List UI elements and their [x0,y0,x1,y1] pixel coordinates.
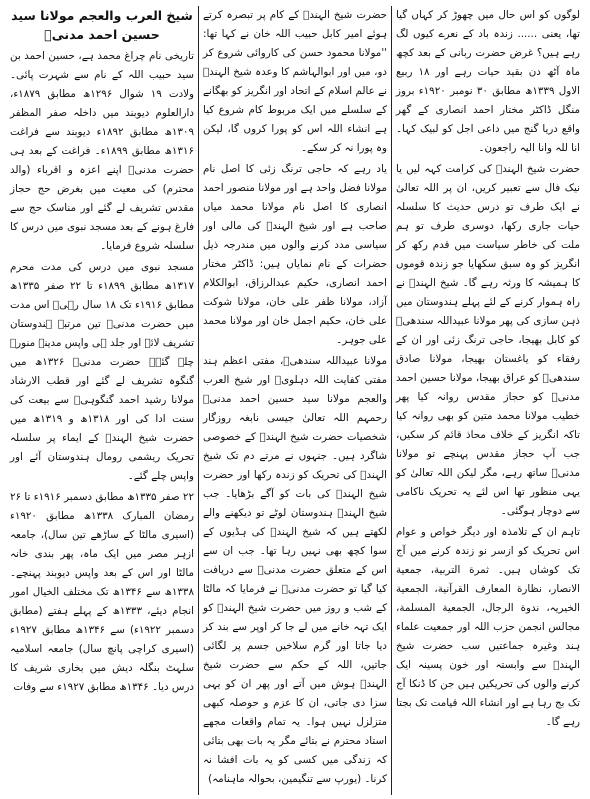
right-paragraph-2: حضرت شیخ الہندؒ کی کرامت کہہ لیں یا نیک فال سے تعبیر کریں، ان پر اللہ تعالیٰ نے ایک طرف تو درس حدیث کا سلسلہ حیات جاری رکھا، دوسری طرف تو ہم ملت کی خاطر سیاست میں قدم رکھ کر انگریز کو وہ سبق سکھایا جو زندہ قوموں کا ہمیشہ کا ورثہ رہے گا۔ شیخ الہندؒ نے راہ ہموار کرنے کے لئے پہلے ہندوستان میں ذہن سازی کی پھر مولانا عبیداللہ سندھیؒ کو کابل بھیجا، حاجی ترنگ زئی اور ان کے رفقاء کو یاغستان بھیجا، مولانا صادق سندھیؒ کو عراق بھیجا، مولانا حسین احمد مدنیؒ کو حجاز مقدس روانہ کیا پھر خطیب مولانا محمد متین کو بھی روانہ کیا تاکہ انگریز کے خلاف محاذ قائم کر سکیں، جب آپ حجاز مقدس پہنچے تو مولانا مدنیؒ ساتھ رہے، مگر لیکن اللہ تعالیٰ کو یہی منظور تھا اس لئے یہ تحریک ناکامی سے دوچار ہوگئی۔ [396,163,580,517]
section-heading: شیخ العرب والعجم مولانا سید حسین احمد مدنیؒ [11,8,193,42]
column-divider-left [198,6,199,795]
column-divider-right [391,6,392,795]
right-paragraph-3: تاہم ان کے تلامذہ اور دیگر خواص و عوام اس تحریک کو ازسر نو زندہ کرنے میں آج تک کوشاں ہیں۔ ثمرة التربیة، جمعیة الانصار، نظارة المعارف القرآنیة، الجمعیة الخیریہ، ندوة الرجال، الجمعیة المسلمة، مجالس انجمن حزب اللہ اور جمعیت علماء ہند وغیرہ جماعتیں سب حضرت شیخ الہندؒ سے وابستہ اور خون پسینہ ایک کرنے والوں کی تحریکیں ہیں جن کا ڈنکا آج تک بج رہا ہے اور انشاء اللہ قیامت تک بجتا رہے گا۔ [396,526,580,728]
left-paragraph-1: تاریخی نام چراغ محمد ہے، حسین احمد بن سید حبیب اللہ کے نام سے شہرت پائی۔ ولادت ۱۹ شوال ۱۲۹۶ھ مطابق ۱۸۷۹ء، دارالعلوم دیوبند میں داخلہ صفر المظفر ۱۳۰۹ھ مطابق ۱۸۹۲ء دیوبند سے فراغت ۱۳۱۶ھ مطابق ۱۸۹۹ء۔ فراغت کے بعد ہی حضرت مدنیؒ اپنے اعزہ و اقرباء (والد محترم) کی معیت میں بغرض حج حجاز مقدس تشریف لے گئے اور مناسک حج سے فارغ ہونے کے بعد مسجد نبوی میں درس کا سلسلہ شروع فرمایا۔ [10,50,195,252]
left-column [6,6,198,795]
left-paragraph-3: ۲۲ صفر ۱۳۳۵ھ مطابق دسمبر ۱۹۱۶ء تا ۲۶ رمضان المبارک ۱۳۳۸ھ مطابق ۱۹۲۰ء (اسیری مالٹا کے ساڑھے تین سال)، جامعہ ازہر مصر میں ایک ماہ، پھر بندی خانہ مالٹا اور اس کے بعد واپس دیوبند پہنچے۔ ۱۳۳۸ھ سے ۱۳۴۶ھ تک مختلف الخیال امور انجام دیئے، ۱۳۳۳ھ کے پہلے ہفتے (مطابق دسمبر ۱۹۲۲ء) سے ۱۳۴۶ھ مطابق ۱۹۲۷ء (اسیری کراچی پانچ سال) جامعہ اسلامیہ سلہٹ بنگلہ دیش میں بخاری شریف کا درس دیا۔ ۱۳۴۶ھ مطابق ۱۹۲۷ء سے وفات [10,491,194,693]
right-paragraph-1: لوگوں کو اس حال میں چھوڑ کر کہاں گیا تھا، یعنی ...... زندہ باد کے نعرے کیوں لگ رہے ہیں؟ غرض حضرت ربانی کے بعد کچھ ماہ آٹھ دن بقید حیات رہے اور ۱۸ ربیع الاول ۱۳۳۹ھ مطابق ۳۰ نومبر ۱۹۲۰ء بروز منگل ڈاکٹر مختار احمد انصاری کے گھر واقع دریا گنج میں داعی اجل کو لبیک کہا۔ انا للہ وانا الیہ راجعون۔ [396,9,580,154]
middle-paragraph-1: حضرت شیخ الہندؒ کے کام پر تبصرہ کرتے ہوئے امیر کابل حبیب اللہ خان نے کہا تھا: ''مولانا محمود حسن کی کاروائی شروع کر دو، میں اور ابوالہاشم کا وعدہ شیخ الہندؒ نے عالم اسلام کے اتحاد اور انگریز کو بھگانے کے سلسلے میں ایک مربوط کام شروع کیا ہے انشاء اللہ اس کو پورا کروں گا، لیکن وہ پورا نہ کر سکے۔ [203,9,387,154]
middle-paragraph-3: مولانا عبیداللہ سندھیؒ، مفتی اعظم ہند مفتی کفایت اللہ دہلویؒ اور شیخ العرب والعجم مولانا سید حسین احمد مدنیؒ رحمہم اللہ تعالیٰ جیسی نابغہ روزگار شخصیات حضرت شیخ الہندؒ کے خصوصی شاگرد ہیں۔ جنہوں نے مرتے دم تک شیخ الہندؒ کی تحریک کو زندہ رکھا اور حضرت شیخ الہندؒ کی بات کو آگے بڑھایا۔ جب شیخ الہندؒ ہندوستان لوٹے تو دیکھنے والے لکھتے ہیں کہ شیخ الہندؒ کی ہڈیوں کے سوا کچھ بھی نہیں رہا تھا۔ جب ان سے اس کے متعلق حضرت مدنیؒ سے دریافت کیا گیا تو حضرت مدنیؒ نے فرمایا کہ مالٹا کے شب و روز میں حضرت شیخ الہندؒ کو ایک تہہ خانے میں لے جا کر اوپر سے بند کر دیا جاتا اور گرم سلاخیں جسم پر لگائی جاتیں، اللہ کے حکم سے حضرت شیخ الہندؒ ہوش میں آتے اور پھر ان کو یہی سزا دی جاتی، ان کا عزم و حوصلہ کبھی متزلزل نہیں ہوا۔ یہ تمام واقعات مجھے استاد محترم نے بتائے مگر یہ بات بھی بتائی کہ زندگی میں کسی کو یہ بات افشا نہ کرنا۔ (یورپ سے تنگیمین، بحوالہ ماہنامہ) [203,355,387,785]
middle-paragraph-2: یاد رہے کہ حاجی ترنگ زئی کا اصل نام مولانا فضل واحد ہے اور مولانا منصور احمد انصاری کا اصل نام مولانا محمد میاں صاحب ہے اور شیخ الہندؒ کی مالی اور سیاسی مدد کرنے والوں میں مندرجہ ذیل حضرات کے نام نمایاں ہیں: ڈاکٹر مختار احمد انصاری، حکیم عبدالرزاق، ابوالکلام آزاد، مولانا ظفر علی خان، مولانا شوکت علی خان، حکیم اجمل خان اور مولانا محمد علی جوہر۔ [203,163,387,346]
left-paragraph-2: مسجد نبوی میں درس کی مدت محرم ۱۳۱۷ھ مطابق ۱۸۹۹ء تا ۲۲ صفر ۱۳۳۵ھ مطابق ۱۹۱۶ء تک ۱۸ سال رہی۔ اس مدت میں حضرت مدنیؒ تین مرتبہ ہندوستان تشریف لائے اور جلد ہی واپس مدینہ منورہ چلے گئے۔ حضرت مدنیؒ ۱۳۲۶ھ میں گنگوہ تشریف لے گئے اور قطب الارشاد مولانا رشید احمد گنگوہیؒ سے بیعت کی سنت ادا کی اور ۱۳۱۸ھ و ۱۳۱۹ھ میں حضرت شیخ الہندؒ کے ایماء پر سلسلہ تحریک ریشمی رومال ہندوستان آئے اور واپس چلے گئے۔ [10,261,194,482]
middle-column [199,6,391,795]
right-column [392,6,584,795]
